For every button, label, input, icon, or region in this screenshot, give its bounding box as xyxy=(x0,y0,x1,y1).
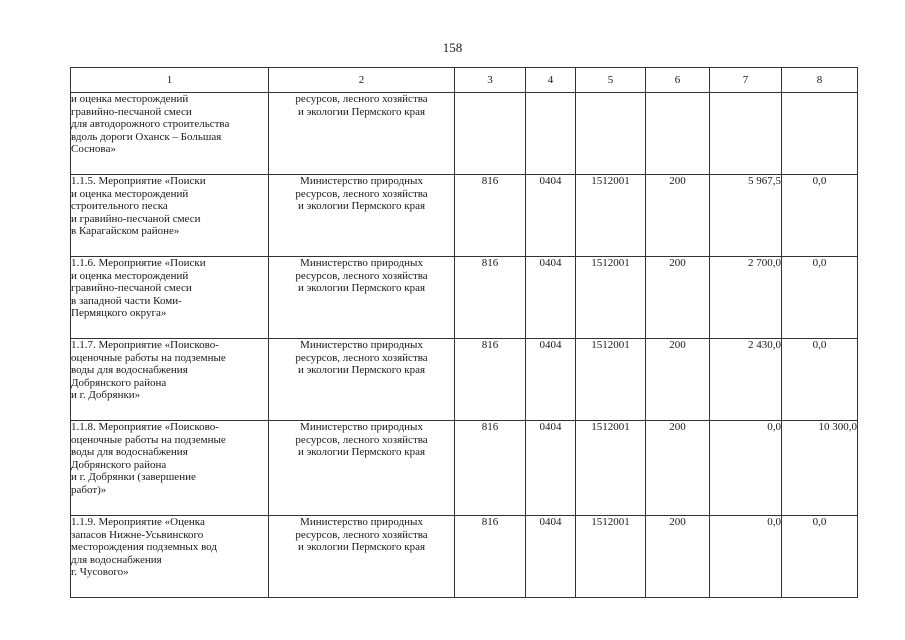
responsible-org: Министерство природных ресурсов, лесного хозяйства и экологии Пермского края xyxy=(295,257,428,294)
cell-c4: 0404 xyxy=(526,421,576,516)
table-row xyxy=(71,93,858,175)
responsible-org: Министерство природных ресурсов, лесного хозяйства и экологии Пермского края xyxy=(295,516,428,553)
column-header: 5 xyxy=(576,68,646,93)
cell-c8: 0,0 xyxy=(782,516,858,598)
cell-c6: 200 xyxy=(646,339,710,421)
cell-c8 xyxy=(782,93,858,175)
measure-name: и оценка месторождений гравийно-песчаной смеси для автодорожного строительства вдоль дороги Оханск – Большая Сосновa» xyxy=(71,93,230,155)
column-header: 7 xyxy=(710,68,782,93)
cell-c8: 0,0 xyxy=(782,339,858,421)
cell-c6: 200 xyxy=(646,257,710,339)
measure-name: 1.1.8. Мероприятие «Поисково- оценочные работы на подземные воды для водоснабжения Добрянского района и г. Добрянки (завершение работ)» xyxy=(71,421,226,496)
cell-c3: 816 xyxy=(455,421,526,516)
cell-c3: 816 xyxy=(455,339,526,421)
table-row xyxy=(71,421,858,516)
table-row xyxy=(71,339,858,421)
measure-name: 1.1.7. Мероприятие «Поисково- оценочные работы на подземные воды для водоснабжения Добрянского района и г. Добрянки» xyxy=(71,339,226,401)
cell-c5: 1512001 xyxy=(576,516,646,598)
cell-c7: 2 430,0 xyxy=(710,339,782,421)
column-header: 3 xyxy=(455,68,526,93)
cell-c3: 816 xyxy=(455,175,526,257)
page-number: 158 xyxy=(442,40,463,55)
budget-table xyxy=(70,67,858,598)
responsible-org: Министерство природных ресурсов, лесного хозяйства и экологии Пермского края xyxy=(295,339,428,376)
cell-c4: 0404 xyxy=(526,257,576,339)
measure-name: 1.1.5. Мероприятие «Поиски и оценка месторождений строительного песка и гравийно-песчаной смеси в Карагайском районе» xyxy=(71,175,206,237)
column-header: 4 xyxy=(526,68,576,93)
cell-c4: 0404 xyxy=(526,175,576,257)
cell-c4: 0404 xyxy=(526,339,576,421)
column-header: 2 xyxy=(269,68,455,93)
column-header: 1 xyxy=(71,68,269,93)
cell-c7: 5 967,5 xyxy=(710,175,782,257)
header-row xyxy=(71,68,858,93)
cell-c6 xyxy=(646,93,710,175)
cell-c8: 0,0 xyxy=(782,257,858,339)
cell-c8: 0,0 xyxy=(782,175,858,257)
table-row xyxy=(71,175,858,257)
responsible-org: Министерство природных ресурсов, лесного хозяйства и экологии Пермского края xyxy=(295,421,428,458)
cell-c5: 1512001 xyxy=(576,175,646,257)
cell-c8: 10 300,0 xyxy=(782,421,858,516)
cell-c6: 200 xyxy=(646,421,710,516)
cell-c7: 0,0 xyxy=(710,516,782,598)
column-header: 6 xyxy=(646,68,710,93)
responsible-org: Министерство природных ресурсов, лесного хозяйства и экологии Пермского края xyxy=(295,175,428,212)
cell-c6: 200 xyxy=(646,516,710,598)
cell-c5: 1512001 xyxy=(576,421,646,516)
cell-c4 xyxy=(526,93,576,175)
table-row xyxy=(71,257,858,339)
cell-c5: 1512001 xyxy=(576,257,646,339)
cell-c4: 0404 xyxy=(526,516,576,598)
cell-c5: 1512001 xyxy=(576,339,646,421)
responsible-org: ресурсов, лесного хозяйства и экологии Пермского края xyxy=(295,93,428,118)
measure-name: 1.1.9. Мероприятие «Оценка запасов Нижне-Усьвинского месторождения подземных вод для водоснабжения г. Чусового» xyxy=(71,516,217,578)
cell-c5 xyxy=(576,93,646,175)
cell-c7 xyxy=(710,93,782,175)
table-row xyxy=(71,516,858,598)
cell-c6: 200 xyxy=(646,175,710,257)
measure-name: 1.1.6. Мероприятие «Поиски и оценка месторождений гравийно-песчаной смеси в западной части Коми- Пермяцкого округа» xyxy=(71,257,206,319)
cell-c3 xyxy=(455,93,526,175)
cell-c3: 816 xyxy=(455,257,526,339)
cell-c7: 0,0 xyxy=(710,421,782,516)
cell-c7: 2 700,0 xyxy=(710,257,782,339)
cell-c3: 816 xyxy=(455,516,526,598)
column-header: 8 xyxy=(782,68,858,93)
